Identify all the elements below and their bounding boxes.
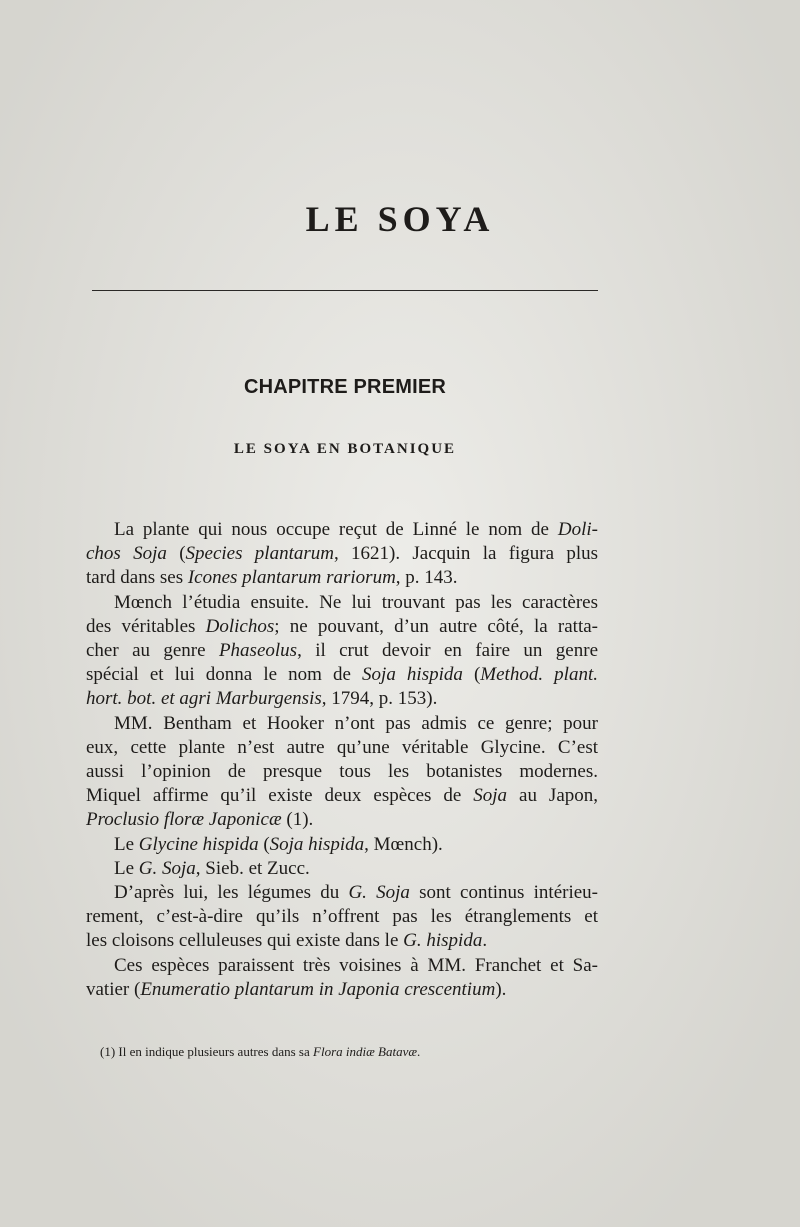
text-line: [86, 954, 598, 978]
text-run: aussi l’opinion de presque tous les botanistes modernes.: [86, 761, 598, 783]
page-title: LE SOYA: [305, 199, 495, 239]
text-line: [86, 736, 598, 760]
text-line: [86, 833, 598, 857]
text-run: D’après lui, les légumes du: [114, 882, 349, 904]
text-run: eux, cette plante n’est autre qu’une véritable Glycine. C’est: [86, 736, 598, 758]
text-line: [86, 760, 598, 784]
chapter-subtitle: LE SOYA EN BOTANIQUE: [233, 441, 457, 457]
chapter-heading: CHAPITRE PREMIER: [243, 376, 447, 398]
text-run: MM. Bentham et Hooker n’ont pas admis ce genre; pour: [114, 712, 598, 734]
text-run: ; ne pouvant, d’un autre côté, la ratta-: [274, 615, 598, 637]
text-run: , il crut devoir en faire un genre: [297, 640, 598, 662]
text-run: .: [417, 1044, 421, 1059]
italic-text: G. Soja: [348, 882, 410, 904]
italic-text: Soja hispida: [362, 664, 463, 686]
text-line: [86, 639, 598, 663]
italic-text: Soja: [473, 785, 508, 807]
text-line: [86, 929, 598, 953]
italic-text: Species plantarum: [185, 543, 334, 565]
text-line: [86, 687, 598, 711]
italic-text: Method. plant.: [480, 664, 598, 686]
text-run: , 1794, p. 153).: [321, 688, 438, 710]
text-line: [86, 542, 598, 566]
footnote: [100, 1044, 600, 1060]
italic-text: Glycine hispida: [138, 833, 259, 855]
italic-text: G. hispida: [403, 930, 483, 952]
text-line: [86, 591, 598, 615]
text-line: [86, 712, 598, 736]
text-run: rement, c’est-à-dire qu’ils n’offrent pas les étranglements et: [86, 906, 598, 928]
italic-text: Doli-: [557, 519, 598, 540]
text-run: (: [166, 543, 186, 565]
text-run: ).: [495, 978, 507, 1000]
text-run: cher au genre: [86, 640, 219, 662]
text-line: [86, 857, 598, 881]
italic-text: Phaseolus: [218, 640, 298, 662]
italic-text: Soja hispida: [269, 833, 365, 855]
text-run: au Japon,: [507, 785, 598, 807]
text-line: [86, 808, 598, 832]
title-rule: [92, 290, 598, 291]
text-run: (1) Il en indique plusieurs autres dans sa: [100, 1044, 314, 1059]
italic-text: Proclusio floræ Japonicæ: [86, 809, 282, 831]
italic-text: hort. bot. et agri Marburgensis: [86, 688, 322, 710]
text-run: Miquel affirme qu’il existe deux espèces de: [86, 785, 474, 807]
text-run: des véritables: [86, 615, 206, 637]
text-run: (: [258, 833, 270, 855]
text-run: , Mœnch).: [364, 833, 443, 855]
text-line: [86, 663, 598, 687]
text-run: vatier (: [86, 978, 141, 1000]
text-run: , 1621). Jacquin la figura plus: [333, 543, 599, 565]
italic-text: chos Soja: [86, 543, 167, 565]
text-line: [86, 615, 598, 639]
text-run: Mœnch l’étudia ensuite. Ne lui trouvant pas les caractères: [114, 591, 598, 613]
text-run: Le: [114, 833, 139, 855]
text-run: tard dans ses: [86, 567, 188, 589]
text-run: spécial et lui donna le nom de: [86, 664, 363, 686]
text-line: [86, 905, 598, 929]
text-run: Ces espèces paraissent très voisines à MM. Franchet et Sa-: [114, 954, 598, 976]
text-run: les cloisons celluleuses qui existe dans le: [86, 930, 404, 952]
text-run: .: [482, 930, 488, 952]
italic-text: Icones plantarum rariorum: [187, 567, 396, 589]
italic-text: G. Soja: [138, 857, 196, 879]
text-line: [86, 881, 598, 905]
body-text: [86, 518, 598, 1002]
italic-text: Flora indiæ Batavæ: [313, 1044, 418, 1059]
italic-text: Enumeratio plantarum in Japonia crescentium: [140, 978, 496, 1000]
text-run: sont continus intérieu-: [409, 882, 598, 904]
text-line: [86, 566, 598, 590]
text-run: Le: [114, 857, 139, 879]
text-line: [86, 978, 598, 1002]
text-run: (: [462, 664, 481, 686]
text-line: [86, 518, 598, 542]
italic-text: Dolichos: [205, 615, 275, 637]
text-line: [86, 784, 598, 808]
text-run: La plante qui nous occupe reçut de Linné le nom de: [114, 519, 558, 540]
text-run: , Sieb. et Zucc.: [195, 857, 310, 879]
text-run: (1).: [281, 809, 314, 831]
text-run: , p. 143.: [395, 567, 458, 589]
